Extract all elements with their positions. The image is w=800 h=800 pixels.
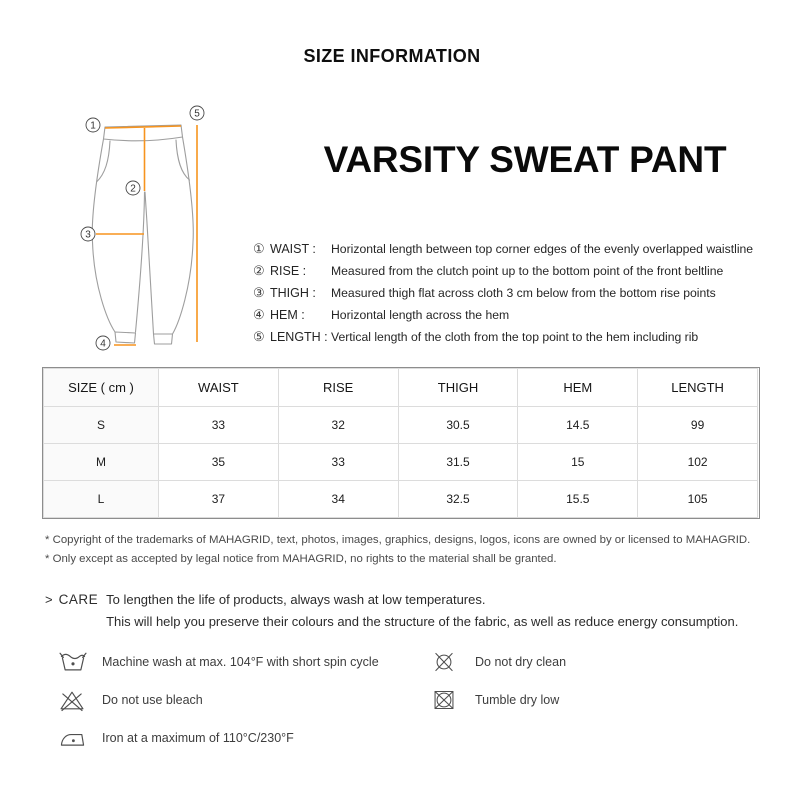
care-items-right (431, 649, 566, 725)
tumble-dry-low-icon (431, 689, 463, 711)
marker-3: 3 (85, 229, 91, 241)
cell-length: 99 (638, 407, 758, 444)
cell-waist: 33 (159, 407, 279, 444)
cell-size: S (44, 407, 159, 444)
definition-row-rise (253, 263, 759, 285)
header-waist: WAIST (159, 369, 279, 407)
size-table (43, 368, 758, 518)
marker-5: 5 (194, 108, 200, 120)
product-title: VARSITY SWEAT PANT (323, 139, 727, 180)
cell-length: 102 (638, 444, 758, 481)
size-table-wrap (42, 367, 760, 519)
measurement-definitions (253, 241, 759, 351)
pants-diagram (60, 100, 220, 360)
cell-size: L (44, 481, 159, 518)
legal-notes (45, 531, 765, 569)
care-item-iron (58, 725, 379, 751)
care-item-text: Do not use bleach (102, 693, 203, 707)
definition-label: LENGTH : (270, 330, 328, 344)
machine-wash-icon (58, 650, 90, 674)
circled-3-icon: ③ (253, 285, 265, 300)
circled-5-icon: ⑤ (253, 329, 265, 344)
header-thigh: THIGH (398, 369, 518, 407)
care-item-text: Iron at a maximum of 110°C/230°F (102, 731, 294, 745)
cell-length: 105 (638, 481, 758, 518)
cell-hem: 14.5 (518, 407, 638, 444)
care-item-do-not-dry-clean (431, 649, 566, 675)
size-table-header-row (44, 369, 758, 407)
care-item-text: Do not dry clean (475, 655, 567, 669)
cell-thigh: 32.5 (398, 481, 518, 518)
definition-label: WAIST : (270, 242, 316, 256)
pants-right-pocket (176, 140, 190, 180)
definition-desc: Horizontal length between top corner edges of the evenly overlapped waistline (331, 242, 754, 256)
cell-rise: 34 (278, 481, 398, 518)
pants-left-cuff (115, 332, 136, 343)
table-row-m (44, 444, 758, 481)
care-item-text: Tumble dry low (475, 693, 560, 707)
cell-hem: 15 (518, 444, 638, 481)
header-length: LENGTH (638, 369, 758, 407)
care-arrow-icon: > (45, 592, 53, 607)
marker-2: 2 (130, 183, 136, 195)
definition-desc: Measured from the clutch point up to the bottom point of the front beltline (331, 264, 724, 278)
definition-label: HEM : (270, 308, 305, 322)
care-description (106, 589, 738, 633)
circled-1-icon: ① (253, 241, 265, 256)
circled-2-icon: ② (253, 263, 265, 278)
cell-thigh: 30.5 (398, 407, 518, 444)
pants-diagram-svg (60, 100, 220, 360)
header-hem: HEM (518, 369, 638, 407)
pants-right-inseam (145, 192, 154, 334)
header-rise: RISE (278, 369, 398, 407)
definition-label: THIGH : (270, 286, 316, 300)
circled-4-icon: ④ (253, 307, 265, 322)
definition-row-hem (253, 307, 759, 329)
care-item-tumble-dry-low (431, 687, 566, 713)
definition-label: RISE : (270, 264, 307, 278)
copyright-note: * Copyright of the trademarks of MAHAGRID, text, photos, images, graphics, designs, logos, icons are owned by or licensed to MAHAGRID. (45, 534, 751, 546)
care-section (45, 589, 738, 633)
definition-row-thigh (253, 285, 759, 307)
cell-waist: 37 (159, 481, 279, 518)
cell-hem: 15.5 (518, 481, 638, 518)
cell-size: M (44, 444, 159, 481)
pants-left-inseam (136, 192, 145, 332)
care-items-left (58, 649, 379, 763)
definition-desc: Measured thigh flat across cloth 3 cm below from the bottom rise points (331, 286, 716, 300)
care-line-2: This will help you preserve their colours and the structure of the fabric, as well as reduce energy consumption. (106, 614, 739, 629)
definition-row-length (253, 329, 759, 351)
pants-left-pocket (97, 141, 111, 182)
care-item-do-not-bleach (58, 687, 379, 713)
care-label: CARE (58, 592, 99, 607)
care-line-1: To lengthen the life of products, always wash at low temperatures. (106, 592, 486, 607)
pants-left-seam (92, 139, 115, 332)
definition-row-waist (253, 241, 759, 263)
header-size: SIZE ( cm ) (44, 369, 159, 407)
diagram-markers (81, 106, 204, 350)
marker-1: 1 (90, 120, 96, 132)
table-row-s (44, 407, 758, 444)
care-item-text: Machine wash at max. 104°F with short spin cycle (102, 655, 379, 669)
marker-4: 4 (100, 338, 106, 350)
cell-rise: 33 (278, 444, 398, 481)
care-item-machine-wash (58, 649, 379, 675)
pants-right-cuff (154, 334, 173, 344)
definition-desc: Vertical length of the cloth from the top point to the hem including rib (331, 330, 699, 344)
table-row-l (44, 481, 758, 518)
cell-thigh: 31.5 (398, 444, 518, 481)
iron-icon (58, 727, 90, 750)
pants-right-seam (173, 137, 194, 334)
do-not-bleach-icon (58, 689, 90, 712)
definition-desc: Horizontal length across the hem (331, 308, 510, 322)
cell-rise: 32 (278, 407, 398, 444)
cell-waist: 35 (159, 444, 279, 481)
page-title: SIZE INFORMATION (303, 46, 481, 66)
do-not-dry-clean-icon (431, 651, 463, 673)
rights-note: * Only except as accepted by legal notice from MAHAGRID, no rights to the material shall be granted. (45, 553, 557, 565)
